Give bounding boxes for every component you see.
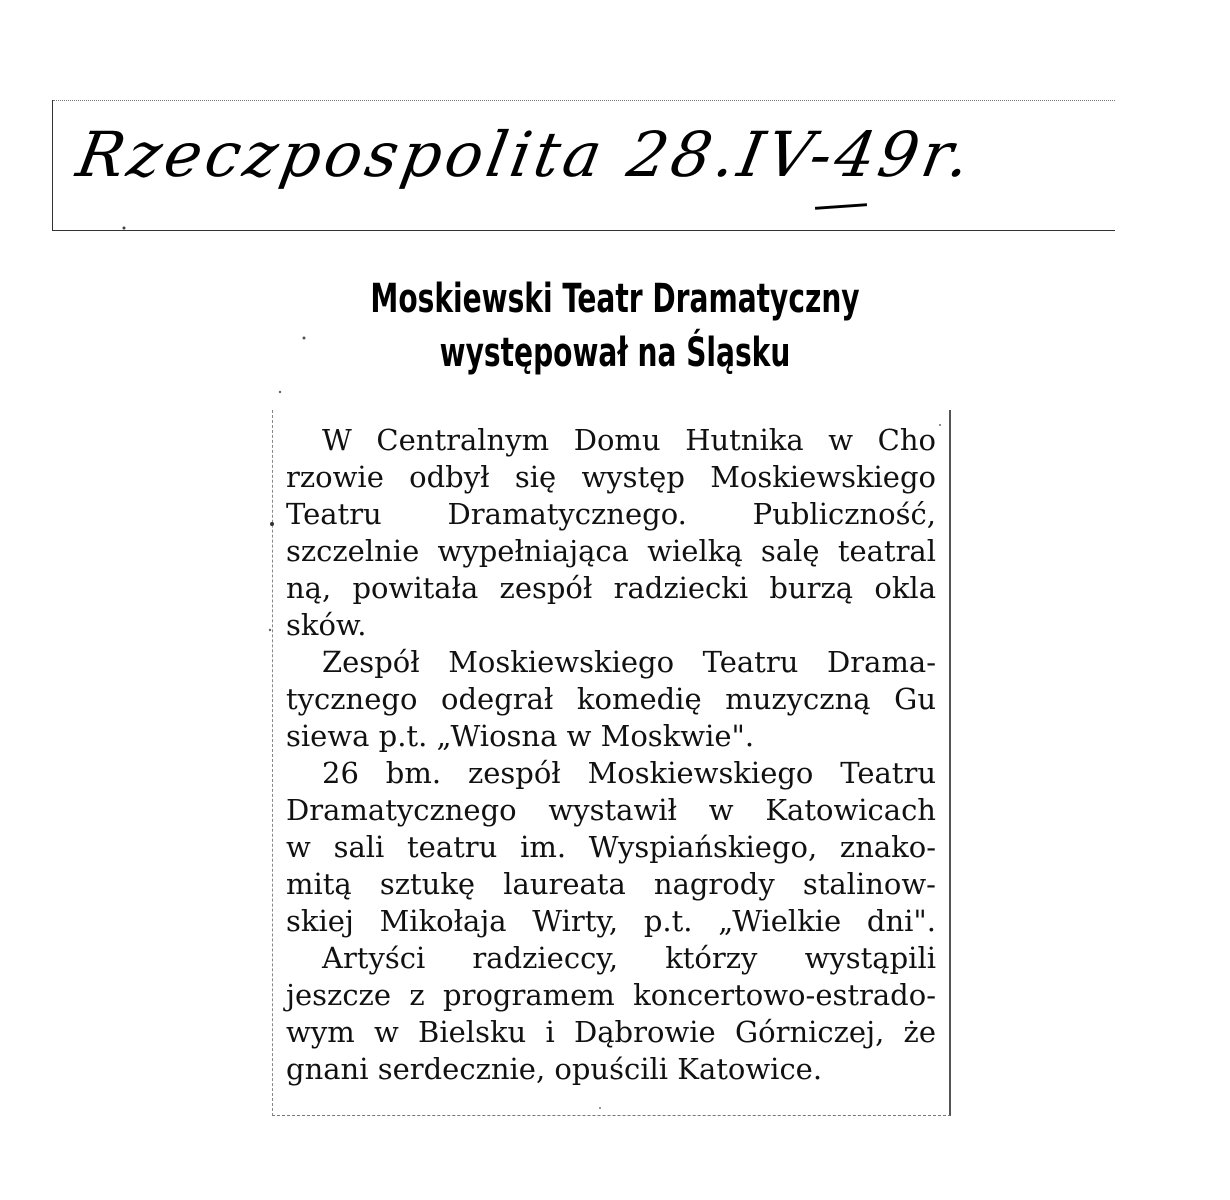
- body-line: Teatru Dramatycznego. Publiczność,: [286, 497, 936, 531]
- body-line: tycznego odegrał komedię muzyczną Gu: [286, 682, 936, 716]
- body-line: 26 bm. zespół Moskiewskiego Teatru: [322, 756, 936, 790]
- body-line: wym w Bielsku i Dąbrowie Górniczej, że: [286, 1015, 936, 1049]
- handwritten-source-note: Rzeczpospolita 28.IV-49r.: [71, 118, 980, 191]
- headline-line-1: Moskiewski Teatr Dramatyczny: [370, 276, 860, 322]
- body-line: w sali teatru im. Wyspiańskiego, znako-: [286, 830, 936, 864]
- body-line: gnani serdecznie, opuścili Katowice.: [286, 1052, 823, 1086]
- headline-line-2: występował na Śląsku: [439, 330, 791, 376]
- body-line: sków.: [286, 608, 367, 642]
- body-line: rzowie odbył się występ Moskiewskiego: [286, 460, 936, 494]
- body-line: W Centralnym Domu Hutnika w Cho: [322, 423, 936, 457]
- body-line: Artyści radzieccy, którzy wystąpili: [322, 941, 936, 975]
- body-line: szczelnie wypełniająca wielką salę teatral: [286, 534, 936, 568]
- body-line: jeszcze z programem koncertowo-estrado-: [286, 978, 936, 1012]
- body-line: Dramatycznego wystawił w Katowicach: [286, 793, 936, 827]
- body-line: mitą sztukę laureata nagrody stalinow-: [286, 867, 936, 901]
- body-line: skiej Mikołaja Wirty, p.t. „Wielkie dni".: [286, 904, 936, 938]
- body-line: Zespół Moskiewskiego Teatru Drama-: [322, 645, 936, 679]
- body-line: ną, powitała zespół radziecki burzą okla: [286, 571, 936, 605]
- body-line: siewa p.t. „Wiosna w Moskwie".: [286, 719, 755, 753]
